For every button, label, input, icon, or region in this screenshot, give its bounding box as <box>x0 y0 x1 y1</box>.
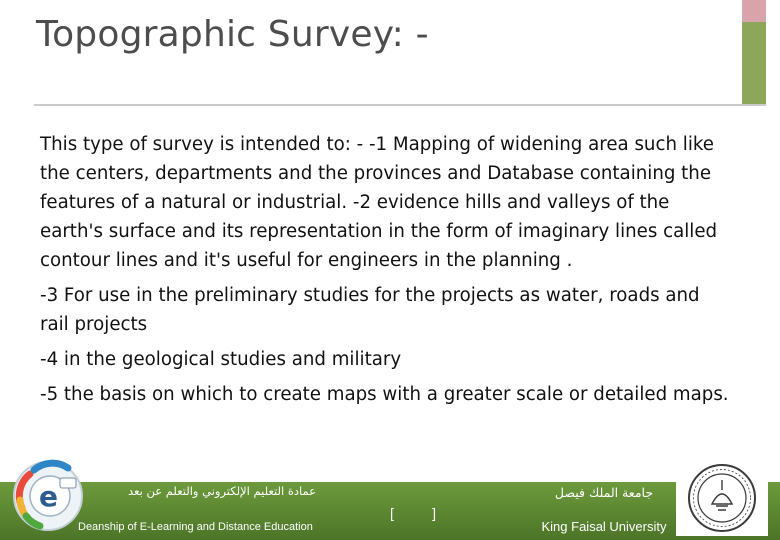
slide-title: Topographic Survey: - <box>36 14 429 55</box>
body-paragraph-item-3: -3 For use in the preliminary studies for the projects as water, roads and rail projects <box>40 285 700 335</box>
page-bracket-close: ] <box>432 505 436 521</box>
header-accent-pink <box>742 0 766 22</box>
university-english-label: King Faisal University <box>541 519 667 534</box>
university-arabic-label: جامعة الملك فيصل <box>554 485 654 500</box>
svg-text:e: e <box>39 480 58 513</box>
title-divider <box>34 104 766 106</box>
kfu-seal-icon <box>676 460 768 536</box>
deanship-english-label: Deanship of E-Learning and Distance Education <box>78 521 313 533</box>
deanship-arabic-label: عمادة التعليم الإلكتروني والتعلم عن بعد <box>128 484 316 498</box>
body-paragraph-item-5: -5 the basis on which to create maps with a greater scale or detailed maps. <box>40 384 729 405</box>
body-paragraph-intro: This type of survey is intended to: - -1 Mapping of widening area such like the centers, departments and the provinces and Database containing the features of a natural or industrial. -2 evidence hills and valleys of the earth's surface and its representation in the form of imaginary lines called contour lines and it's useful for engineers in the planning . <box>40 134 718 271</box>
page-bracket-open: [ <box>390 505 394 521</box>
body-paragraph-item-4: -4 in the geological studies and military <box>40 349 402 370</box>
slide-body <box>40 130 730 415</box>
header-accent-green <box>742 22 766 106</box>
e-learning-logo-icon <box>10 456 86 534</box>
page-number <box>390 505 436 521</box>
